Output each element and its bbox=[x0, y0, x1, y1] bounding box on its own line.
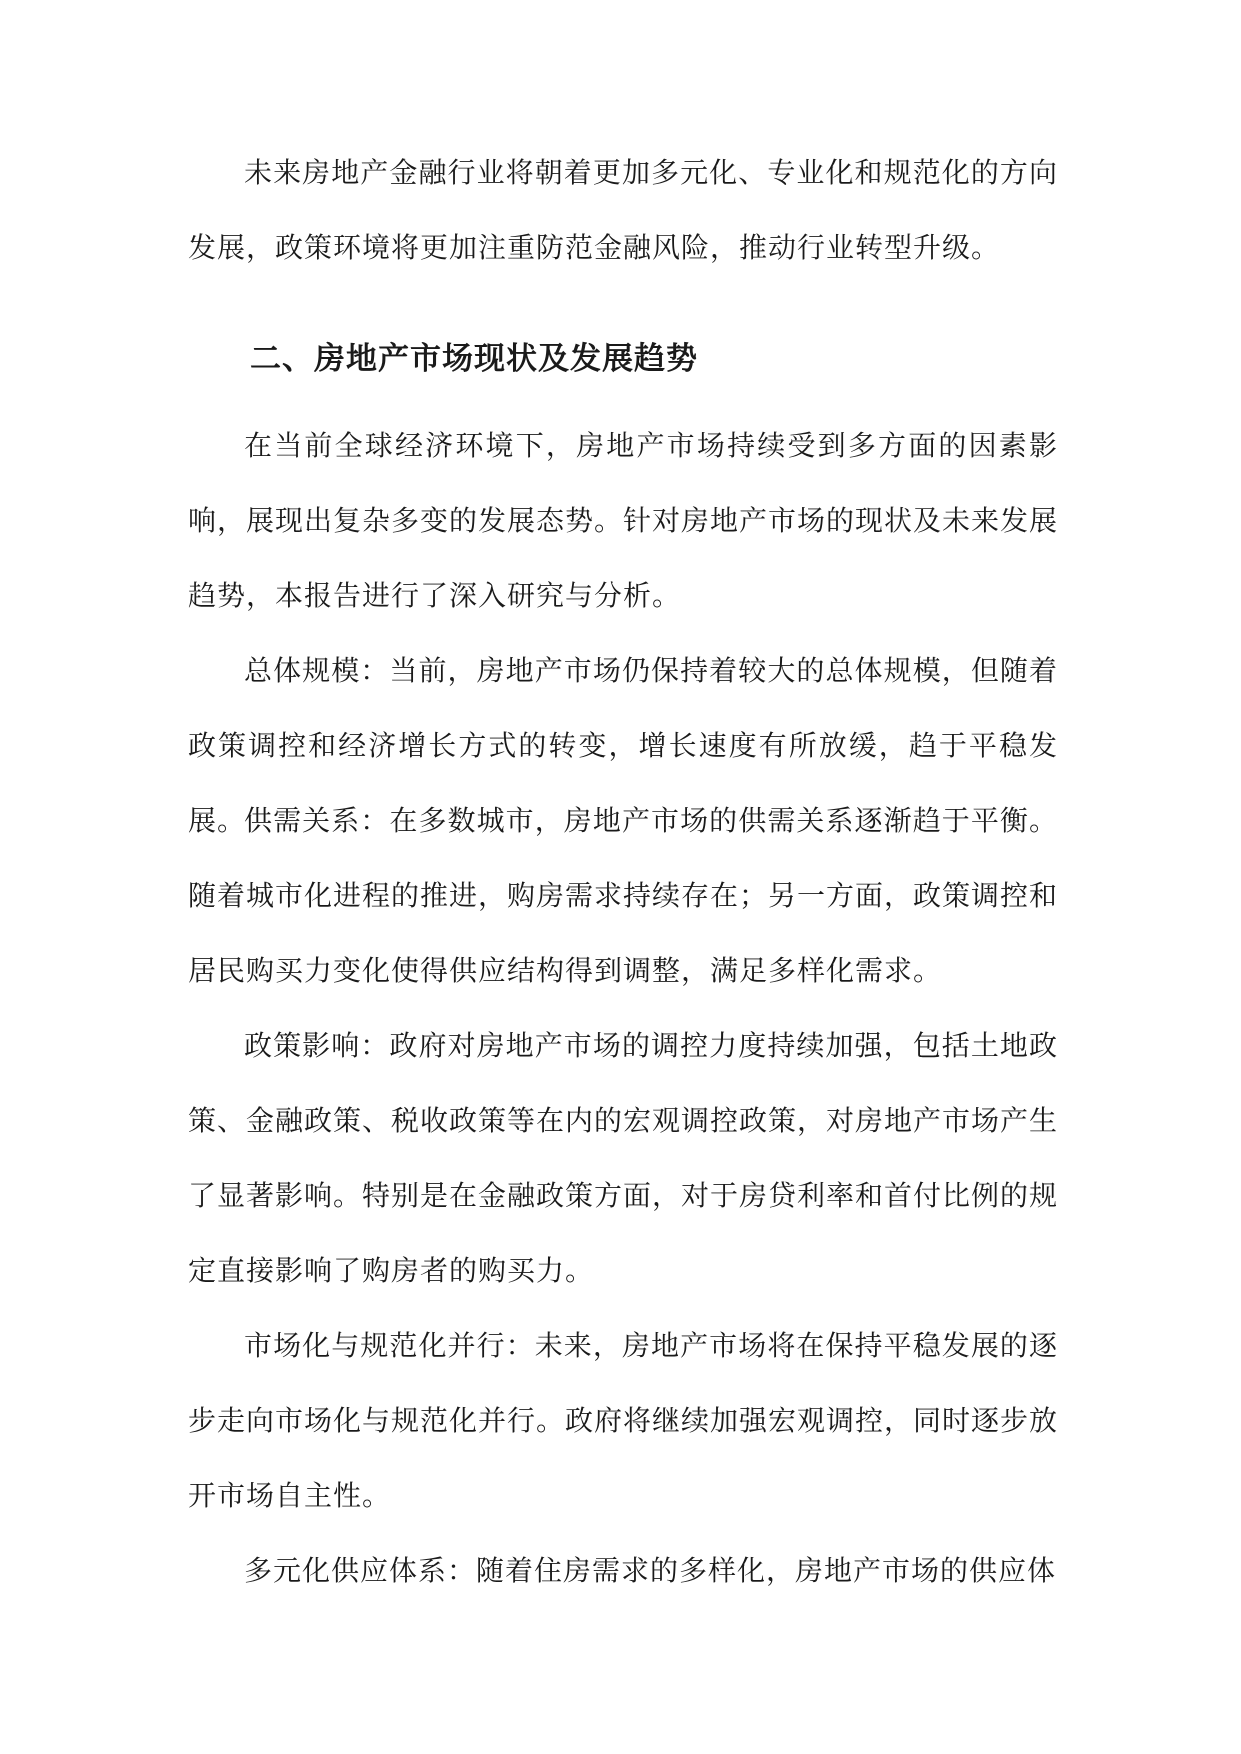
intro-paragraph: 未来房地产金融行业将朝着更加多元化、专业化和规范化的方向发展，政策环境将更加注重防范金融风险，推动行业转型升级。 bbox=[188, 156, 1058, 264]
paragraph-overall-scale: 总体规模：当前，房地产市场仍保持着较大的总体规模，但随着政策调控和经济增长方式的转变，增长速度有所放缓，趋于平稳发展。 bbox=[188, 654, 1058, 837]
section-heading: 二、房地产市场现状及发展趋势 bbox=[250, 341, 698, 377]
paragraph-overview: 在当前全球经济环境下，房地产市场持续受到多方面的因素影响，展现出复杂多变的发展态势。针对房地产市场的现状及未来发展趋势，本报告进行了深入研究与分析。 bbox=[188, 429, 1059, 612]
paragraph-marketization: 市场化与规范化并行：未来，房地产市场将在保持平稳发展的逐步走向市场化与规范化并行。政府将继续加强宏观调控，同时逐步放开市场自主性。 bbox=[188, 1329, 1059, 1512]
paragraph-supply-demand: 供需关系：在多数城市，房地产市场的供需关系逐渐趋于平衡。随着城市化进程的推进，购房需求持续存在；另一方面，政策调控和居民购买力变化使得供应结构得到调整，满足多样化需求。 bbox=[188, 804, 1059, 987]
paragraph-policy-impact: 政策影响：政府对房地产市场的调控力度持续加强，包括土地政策、金融政策、税收政策等在内的宏观调控政策，对房地产市场产生了显著影响。特别是在金融政策方面，对于房贷利率和首付比例的规定直接影响了购房者的购买力。 bbox=[188, 1029, 1059, 1287]
paragraph-diversified-supply: 多元化供应体系：随着住房需求的多样化，房地产市场的供应体 bbox=[244, 1554, 1057, 1587]
